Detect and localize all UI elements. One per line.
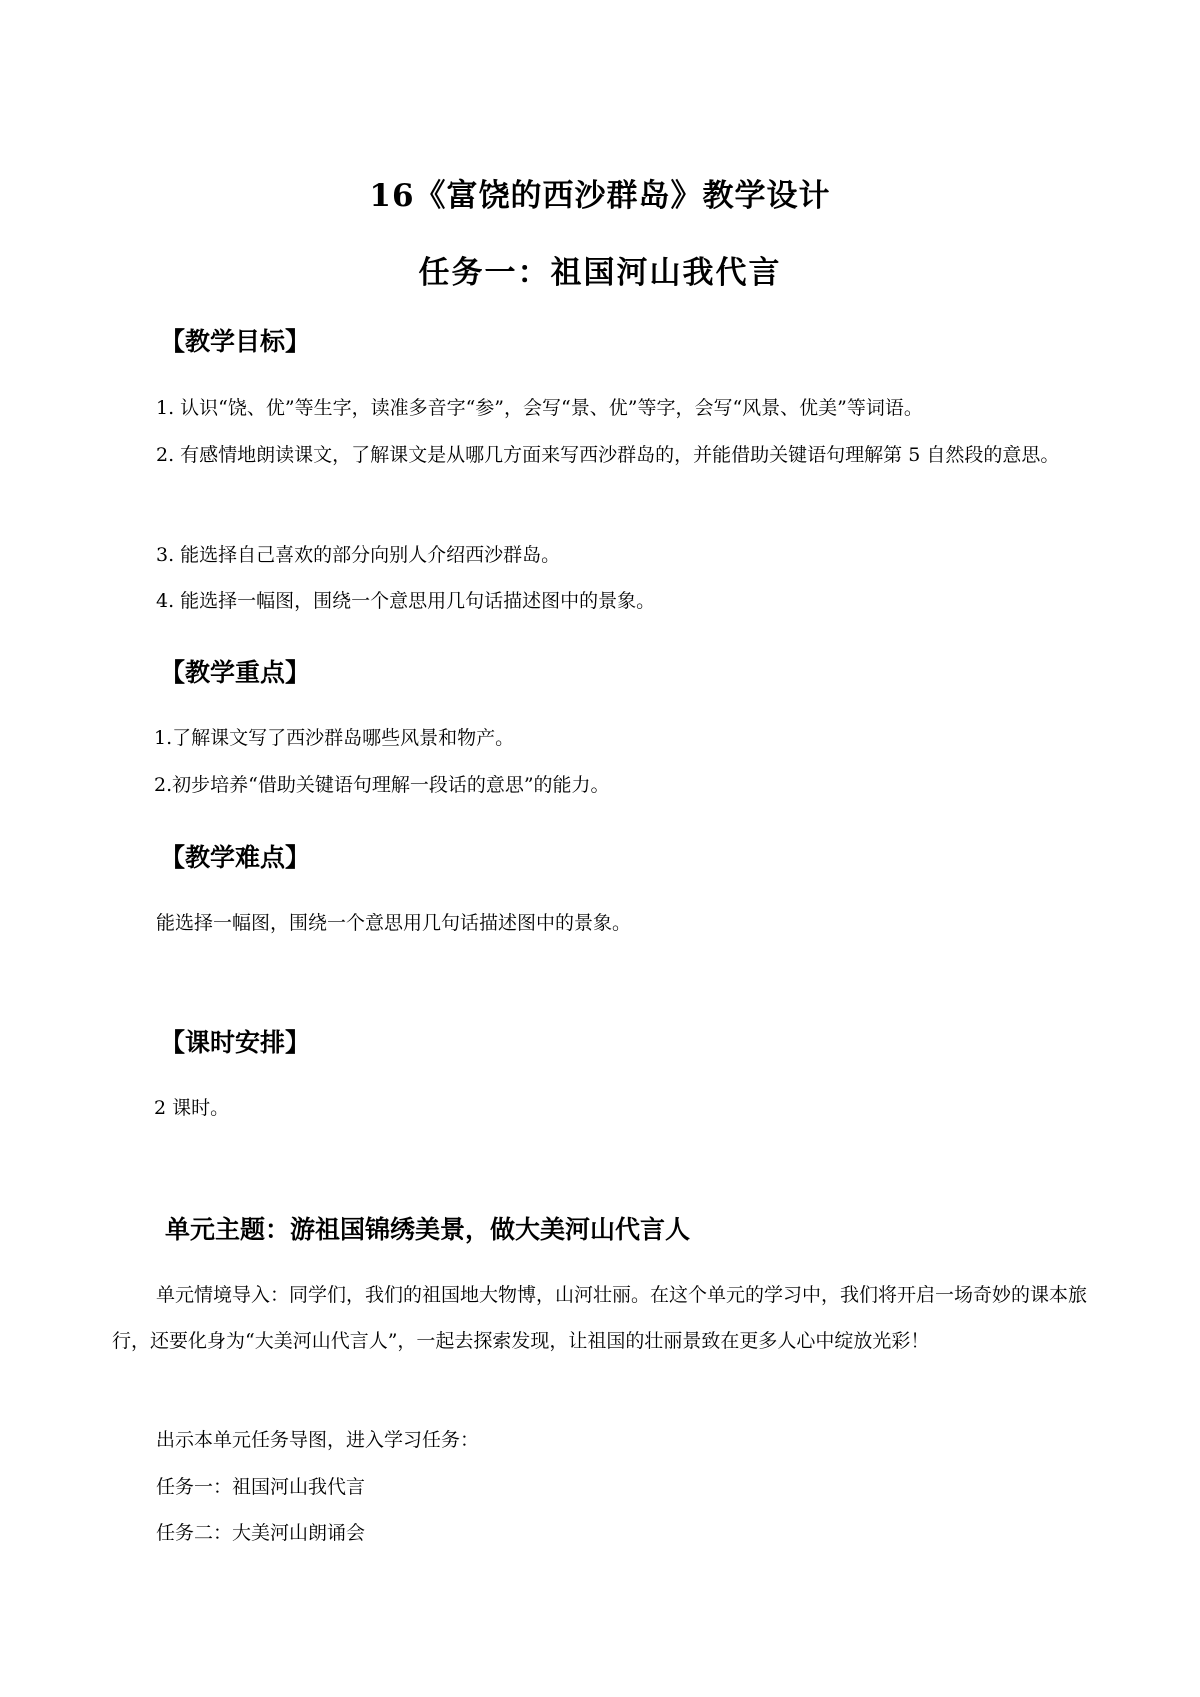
schedule-text: 2 课时。 <box>154 1097 230 1119</box>
task-title: 任务一：祖国河山我代言 <box>418 255 782 291</box>
task-map-intro: 出示本单元任务导图，进入学习任务： <box>156 1429 480 1451</box>
key-point-item: 1.了解课文写了西沙群岛哪些风景和物产。 <box>154 727 515 749</box>
objective-item: 2. 有感情地朗读课文，了解课文是从哪几方面来写西沙群岛的，并能借助关键语句理解第 5 自然段的意思。 <box>156 444 1060 466</box>
schedule-heading: 【课时安排】 <box>160 1028 311 1057</box>
unit-heading: 单元主题：游祖国锦绣美景，做大美河山代言人 <box>165 1215 691 1244</box>
unit-task-item: 任务二：大美河山朗诵会 <box>156 1522 366 1544</box>
objectives-heading: 【教学目标】 <box>160 327 311 356</box>
key-point-item: 2.初步培养“借助关键语句理解一段话的意思”的能力。 <box>154 774 610 796</box>
document-title: 16《富饶的西沙群岛》教学设计 <box>369 178 831 214</box>
objective-item: 4. 能选择一幅图，围绕一个意思用几句话描述图中的景象。 <box>156 590 656 612</box>
objective-item: 3. 能选择自己喜欢的部分向别人介绍西沙群岛。 <box>156 544 561 566</box>
difficulties-text: 能选择一幅图，围绕一个意思用几句话描述图中的景象。 <box>156 912 632 934</box>
difficulties-heading: 【教学难点】 <box>160 843 311 872</box>
objective-item: 1. 认识“饶、优”等生字，读准多音字“参”，会写“景、优”等字，会写“风景、优美”等词语。 <box>156 397 923 419</box>
unit-task-item: 任务一：祖国河山我代言 <box>156 1476 366 1498</box>
key-points-heading: 【教学重点】 <box>160 658 311 687</box>
unit-intro: 单元情境导入：同学们，我们的祖国地大物博，山河壮丽。在这个单元的学习中，我们将开启一场奇妙的课本旅行，还要化身为“大美河山代言人”，一起去探索发现，让祖国的壮丽景致在更多人心中绽放光彩！ <box>112 1284 1088 1352</box>
